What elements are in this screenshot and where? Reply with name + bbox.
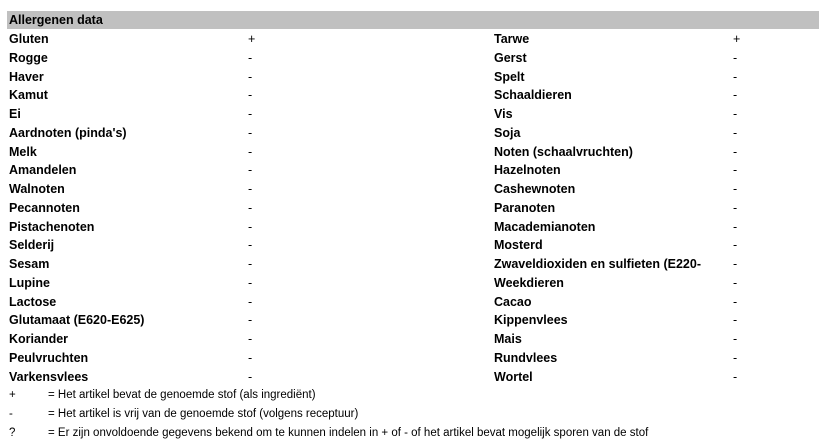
legend-text: = Het artikel bevat de genoemde stof (als ingrediënt) [48,389,316,401]
allergen-name: Rundvlees [494,350,558,365]
table-row [0,161,821,180]
legend-text: = Het artikel is vrij van de genoemde stof (volgens receptuur) [48,407,359,420]
allergen-name: Cacao [494,294,532,309]
allergen-value: - [248,107,253,121]
table-row [0,49,821,68]
allergen-value: - [248,50,253,65]
table-row [0,143,821,162]
allergen-value: - [733,125,738,140]
allergen-name: Paranoten [494,200,556,215]
allergen-value: - [248,313,253,328]
table-row [0,236,821,255]
allergen-name: Kamut [9,88,48,103]
allergen-value: - [248,350,253,365]
legend-item [0,405,821,424]
allergen-name: Peulvruchten [9,350,89,365]
allergen-value: - [733,200,738,215]
table-row [0,30,821,49]
legend-text: = Er zijn onvoldoende gegevens bekend om te kunnen indelen in + of - of het artikel bevat mogelijk sporen van de stof [48,426,649,439]
table-row [0,199,821,218]
table-row [0,68,821,87]
allergen-value: - [733,163,738,178]
legend-item [0,424,821,443]
allergen-name: Lupine [9,275,50,290]
allergen-name: Spelt [494,69,525,84]
allergen-name: Hazelnoten [494,163,561,178]
table-row [0,180,821,199]
allergen-value: - [733,294,738,309]
allergen-value: - [733,88,738,103]
allergen-name: Aardnoten (pinda's) [9,125,127,140]
table-row [0,330,821,349]
allergen-value: + [248,32,256,46]
allergen-value: - [248,144,253,159]
allergen-value: - [248,275,253,290]
allergen-name: Zwaveldioxiden en sulfieten (E220- [494,257,702,271]
allergen-value: - [733,219,738,234]
table-row [0,218,821,237]
allergen-value: + [733,32,741,46]
allergen-value: - [733,182,738,196]
allergen-name: Weekdieren [494,275,564,290]
table-row [0,293,821,312]
allergen-value: - [248,257,253,271]
table-row [0,368,821,387]
legend-symbol: + [9,389,16,401]
allergen-name: Glutamaat (E620-E625) [9,313,145,328]
allergen-value: - [733,313,738,328]
allergen-name: Macademianoten [494,219,596,234]
allergen-name: Mosterd [494,238,543,253]
allergen-name: Noten (schaalvruchten) [494,144,633,159]
allergen-name: Haver [9,69,44,84]
table-row [0,274,821,293]
allergen-name: Pecannoten [9,200,80,215]
allergen-name: Varkensvlees [9,369,89,384]
table-row [0,124,821,143]
allergen-name: Kippenvlees [494,313,568,328]
allergen-value: - [248,88,253,103]
legend-item [0,386,821,405]
allergen-name: Soja [494,125,521,140]
section-header: Allergenen data [7,11,819,29]
allergen-name: Melk [9,144,37,159]
allergen-name: Rogge [9,50,48,65]
allergen-value: - [733,107,738,121]
allergen-value: - [248,369,253,384]
allergen-value: - [733,144,738,159]
allergen-value: - [733,257,738,271]
legend-symbol: ? [9,426,16,439]
allergen-value: - [248,294,253,309]
allergen-value: - [248,238,253,253]
allergen-value: - [248,69,253,84]
table-row [0,105,821,124]
allergen-value: - [733,69,738,84]
allergen-name: Pistachenoten [9,219,95,234]
allergen-value: - [248,182,253,196]
table-row [0,349,821,368]
table-row [0,311,821,330]
allergen-name: Sesam [9,257,50,271]
legend [0,386,821,442]
allergen-table [0,30,821,386]
legend-symbol: - [9,407,13,420]
allergen-name: Mais [494,332,522,346]
allergen-value: - [733,332,738,346]
allergen-name: Walnoten [9,182,65,196]
allergen-name: Koriander [9,332,69,346]
allergen-name: Tarwe [494,32,530,46]
allergen-name: Cashewnoten [494,182,576,196]
table-row [0,255,821,274]
allergen-name: Gerst [494,50,527,65]
allergen-name: Gluten [9,32,49,46]
allergen-value: - [733,50,738,65]
allergen-value: - [248,163,253,178]
allergen-name: Wortel [494,369,533,384]
allergen-name: Schaaldieren [494,88,572,103]
table-row [0,86,821,105]
allergen-value: - [733,238,738,253]
allergen-name: Vis [494,107,513,121]
allergen-name: Lactose [9,294,57,309]
allergen-name: Amandelen [9,163,77,178]
allergen-value: - [733,275,738,290]
allergen-name: Ei [9,107,21,121]
allergen-value: - [248,125,253,140]
allergen-value: - [248,219,253,234]
allergen-value: - [733,369,738,384]
allergen-value: - [733,350,738,365]
allergen-value: - [248,332,253,346]
allergen-value: - [248,200,253,215]
allergen-name: Selderij [9,238,55,253]
